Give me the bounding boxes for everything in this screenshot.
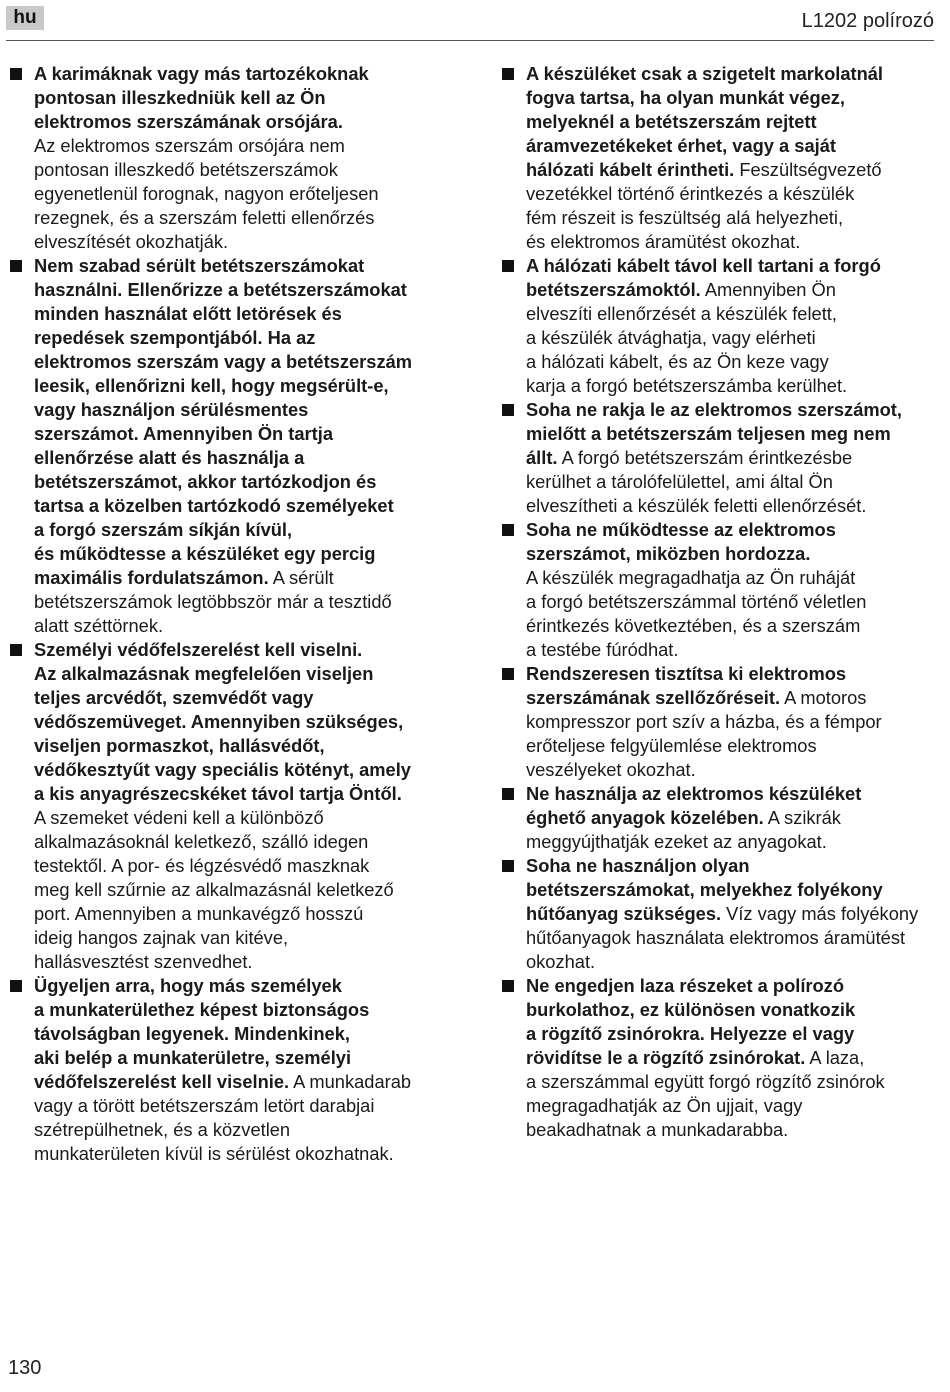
- safety-item-text: [526, 662, 942, 782]
- safety-item-body: Feszültségvezető vezetékkel történő érintkezés a készülék fém részeit is feszültség alá helyezheti, és elektromos áramütést okozhat.: [526, 159, 882, 252]
- safety-item-body: A forgó betétszerszám érintkezésbe kerülhet a tárolófelülettel, ami által Ön elveszítheti a készülék feletti ellenőrzését.: [526, 447, 867, 516]
- safety-item: [502, 518, 942, 662]
- safety-item-bold: A készüléket csak a szigetelt markolatnál fogva tartsa, ha olyan munkát végez, melyeknél a betétszerszám rejtett áramvezetékeket érhet, vagy a saját hálózati kábelt érintheti.: [526, 63, 883, 180]
- square-bullet-icon: [10, 260, 22, 272]
- square-bullet-icon: [502, 404, 514, 416]
- square-bullet-icon: [502, 980, 514, 992]
- square-bullet-icon: [502, 788, 514, 800]
- safety-item: [10, 974, 450, 1166]
- safety-item-body: A sérült betétszerszámok legtöbbször már a tesztidő alatt széttörnek.: [34, 567, 392, 636]
- safety-item-bold: Ne használja az elektromos készüléket éghető anyagok közelében.: [526, 783, 862, 828]
- square-bullet-icon: [502, 860, 514, 872]
- safety-item-text: [34, 974, 450, 1166]
- safety-item-bold: Soha ne használjon olyan betétszerszámokat, melyekhez folyékony hűtőanyag szükséges.: [526, 855, 883, 924]
- safety-item-bold: A karimáknak vagy más tartozékoknak pontosan illeszkedniük kell az Ön elektromos szerszámának orsójára.: [34, 63, 369, 132]
- page-number: 130: [8, 1357, 42, 1379]
- safety-item: [502, 854, 942, 974]
- document-title: L1202 polírozó: [801, 10, 934, 32]
- square-bullet-icon: [502, 260, 514, 272]
- safety-item-text: [34, 62, 450, 254]
- safety-item: [10, 638, 450, 974]
- safety-item: [502, 62, 942, 254]
- square-bullet-icon: [10, 644, 22, 656]
- left-column: [10, 62, 450, 1166]
- safety-item-bold: Rendszeresen tisztítsa ki elektromos szerszámának szellőzőréseit.: [526, 663, 847, 708]
- safety-item-bold: Ne engedjen laza részeket a polírozó burkolathoz, ez különösen vonatkozik a rögzítő zsinórokra. Helyezze el vagy rövidítse le a rögzítő zsinórokat.: [526, 975, 856, 1068]
- safety-item-text: [34, 254, 450, 638]
- safety-item-text: [526, 254, 942, 398]
- safety-item-bold: Személyi védőfelszerelést kell viselni. Az alkalmazásnak megfelelően viseljen teljes arcvédőt, szemvédőt vagy védőszemüveget. Amennyiben szükséges, viseljen pormaszkot, hallásvédőt, védőkesztyűt vagy speciális kötényt, amely a kis anyagrészecskéket távol tartja Öntől.: [34, 639, 411, 804]
- square-bullet-icon: [502, 68, 514, 80]
- square-bullet-icon: [502, 668, 514, 680]
- safety-item-body: Amennyiben Ön elveszíti ellenőrzését a készülék felett, a készülék átvághatja, vagy elérheti a hálózati kábelt, és az Ön keze vagy karja a forgó betétszerszámba kerülhet.: [526, 279, 848, 396]
- safety-item-text: [526, 62, 942, 254]
- safety-item-text: [526, 782, 942, 854]
- square-bullet-icon: [10, 980, 22, 992]
- safety-item-text: [526, 974, 942, 1142]
- safety-item-bold: Soha ne működtesse az elektromos szerszámot, miközben hordozza.: [526, 519, 836, 564]
- safety-item-text: [526, 518, 942, 662]
- safety-item-text: [34, 638, 450, 974]
- safety-item-text: [526, 398, 942, 518]
- safety-item-body: A szemeket védeni kell a különböző alkalmazásoknál keletkező, szálló idegen testektől. A por- és légzésvédő maszknak meg kell szűrnie az alkalmazásnál keletkező port. Amennyiben a munkavégző hosszú ideig hangos zajnak van kitéve, hallásvesztést szenvedhet.: [34, 807, 394, 972]
- safety-item-body: A laza, a szerszámmal együtt forgó rögzítő zsinórok megragadhatják az Ön ujjait, vagy beakadhatnak a munkadarabba.: [526, 1047, 885, 1140]
- safety-item: [502, 662, 942, 782]
- safety-item: [502, 782, 942, 854]
- safety-item-bold: A hálózati kábelt távol kell tartani a forgó betétszerszámoktól.: [526, 255, 881, 300]
- safety-item-body: A motoros kompresszor port szív a házba, és a fémpor erőteljese felgyülemlése elektromos veszélyeket okozhat.: [526, 687, 882, 780]
- safety-item: [502, 974, 942, 1142]
- square-bullet-icon: [10, 68, 22, 80]
- language-badge: hu: [6, 6, 44, 30]
- page-header: [0, 0, 950, 44]
- safety-item-body: Víz vagy más folyékony hűtőanyagok használata elektromos áramütést okozhat.: [526, 903, 919, 972]
- safety-item-bold: Soha ne rakja le az elektromos szerszámot, mielőtt a betétszerszám teljesen meg nem állt.: [526, 399, 902, 468]
- safety-item-bold: Nem szabad sérült betétszerszámokat használni. Ellenőrizze a betétszerszámokat minden használat előtt letörések és repedések szempontjából. Ha az elektromos szerszám vagy a betétszerszám leesik, ellenőrizni kell, hogy megsérült-e, vagy használjon sérülésmentes szerszámot. Amennyiben Ön tartja ellenőrzése alatt és használja a betétszerszámot, akkor tartózkodjon és tartsa a közelben tartózkodó személyeket a forgó szerszám síkján kívül, és működtesse a készüléket egy percig maximális fordulatszámon.: [34, 255, 413, 588]
- safety-item-body: A készülék megragadhatja az Ön ruháját a forgó betétszerszámmal történő véletlen érintkezés következtében, és a szerszám a testébe fúródhat.: [526, 567, 867, 660]
- safety-item: [502, 398, 942, 518]
- safety-item: [10, 254, 450, 638]
- safety-item-text: [526, 854, 942, 974]
- safety-item: [10, 62, 450, 254]
- safety-item-body: Az elektromos szerszám orsójára nem pontosan illeszkedő betétszerszámok egyenetlenül forognak, nagyon erőteljesen rezegnek, és a szerszám feletti ellenőrzés elveszítését okozhatják.: [34, 135, 379, 252]
- square-bullet-icon: [502, 524, 514, 536]
- safety-item-body: A munkadarab vagy a törött betétszerszám letört darabjai szétrepülhetnek, és a közvetlen munkaterületen kívül is sérülést okozhatnak.: [34, 1071, 412, 1164]
- right-column: [502, 62, 942, 1142]
- safety-item: [502, 254, 942, 398]
- safety-item-body: A szikrák meggyújthatják ezeket az anyagokat.: [526, 807, 841, 852]
- safety-item-bold: Ügyeljen arra, hogy más személyek a munkaterülethez képest biztonságos távolságban legyenek. Mindenkinek, aki belép a munkaterületre, személyi védőfelszerelést kell viselnie.: [34, 975, 370, 1092]
- header-divider: [6, 40, 934, 41]
